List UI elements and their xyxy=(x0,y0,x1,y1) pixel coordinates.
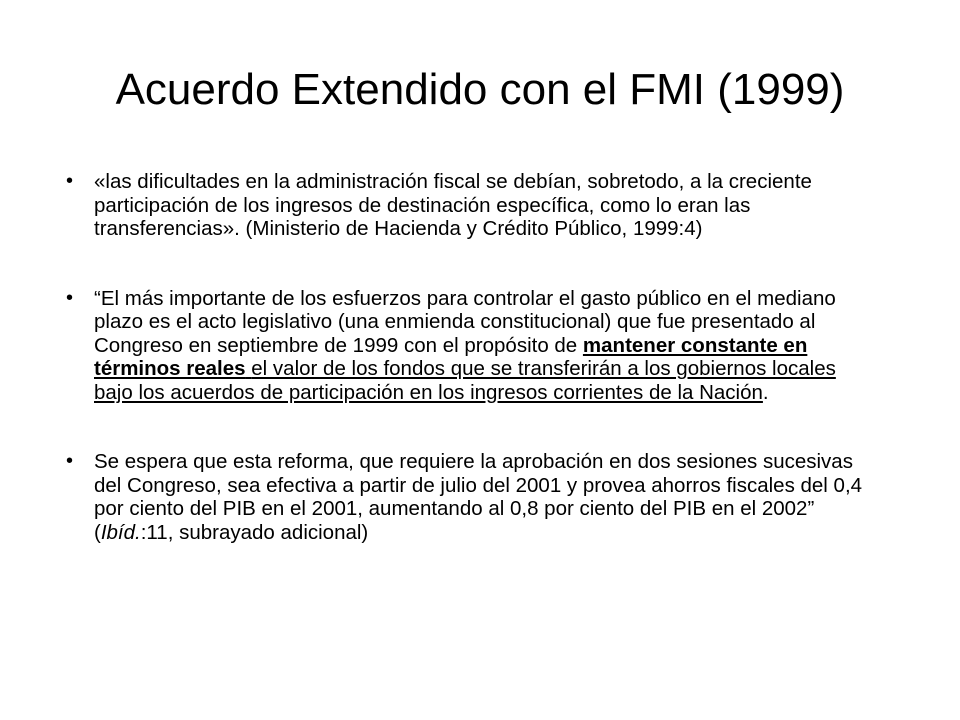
bullet-text-3-italic: Ibíd. xyxy=(100,520,141,544)
bullet-item-2 xyxy=(66,287,866,405)
bullet-text-1: «las dificultades en la administración fiscal se debían, sobretodo, a la creciente participación de los ingresos de destinación específica, como lo eran las transferencias». (Ministerio de Hacienda y Crédito Público, 1999:4) xyxy=(94,170,812,240)
bullet-text-2-suffix: . xyxy=(762,380,769,404)
bullet-marker: • xyxy=(66,286,74,309)
bullet-marker: • xyxy=(66,170,74,192)
bullet-text-2-prefix: “El más importante de los esfuerzos para controlar el gasto público en el mediano plazo es el acto legislativo (una enmienda constitucional) que fue presentado al Congreso en septiembre de 1999 con el propósito de xyxy=(94,286,836,357)
bullet-text-3-prefix: Se espera que esta reforma, que requiere la aprobación en dos sesiones sucesivas del Congreso, sea efectiva a partir de julio del 2001 y provea ahorros fiscales del 0,4 por ciento del PIB en el 2001, aumentando al 0,8 por ciento del PIB en el 2002” ( xyxy=(94,450,863,544)
bullet-marker: • xyxy=(66,450,74,472)
slide-title: Acuerdo Extendido con el FMI (1999) xyxy=(115,65,845,114)
bullet-item-3 xyxy=(66,450,866,544)
bullet-text-2-emphasis: mantener constante en términos reales xyxy=(94,333,808,380)
bullet-list xyxy=(66,170,866,590)
bullet-text-3-suffix: :11, subrayado adicional) xyxy=(140,520,369,544)
bullet-item-1 xyxy=(66,170,866,241)
bullet-text-2-underlined: el valor de los fondos que se transferirán a los gobiernos locales bajo los acuerdos de participación en los ingresos corrientes de la Nación xyxy=(94,357,836,404)
